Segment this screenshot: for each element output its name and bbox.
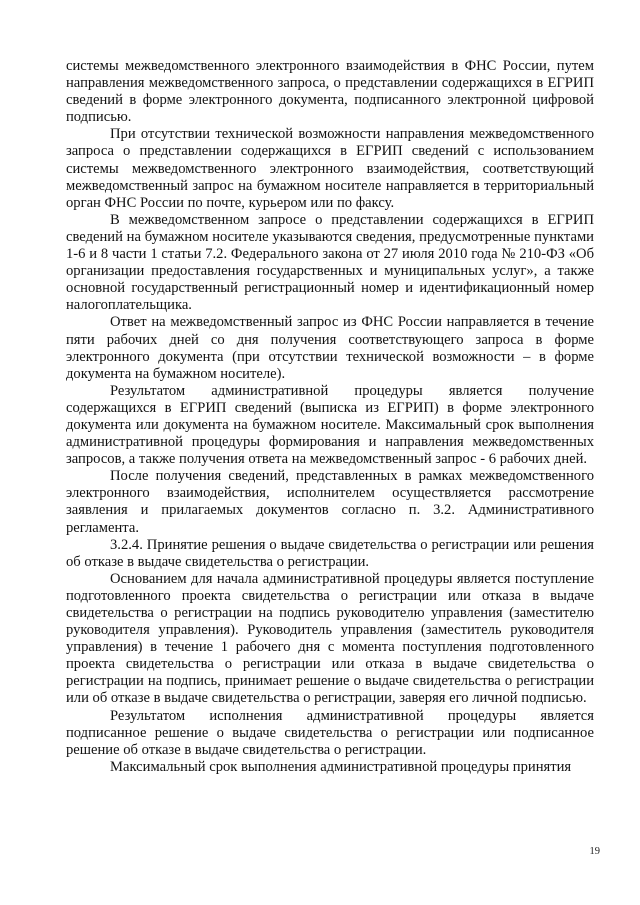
paragraph: Ответ на межведомственный запрос из ФНС России направляется в течение пяти рабочих дней со дня получения соответствующего запроса в форме электронного документа (при отсутствии технической возможности – в форме документа на бумажном носителе). [66,314,594,382]
paragraph: В межведомственном запросе о представлении содержащихся в ЕГРИП сведений на бумажном носителе указываются сведения, предусмотренные пунктами 1-6 и 8 части 1 статьи 7.2. Федерального закона от 27 июля 2010 года № 210-ФЗ «Об организации предоставления государственных и муниципальных услуг», а также основной государственный регистрационный номер и идентификационный номер налогоплательщика. [66,211,594,314]
document-body [66,58,594,776]
paragraph: Максимальный срок выполнения административной процедуры принятия [110,758,572,775]
paragraph: Результатом исполнения административной процедуры является подписанное решение о выдаче свидетельства о регистрации или подписанное решение об отказе в выдаче свидетельства о регистрации. [66,707,594,758]
paragraph: При отсутствии технической возможности направления межведомственного запроса о представлении содержащихся в ЕГРИП сведений с использованием системы межведомственного электронного взаимодействия, соответствующий межведомственный запрос на бумажном носителе направляется в территориальный орган ФНС России по почте, курьером или по факсу. [66,126,594,211]
paragraph: Основанием для начала административной процедуры является поступление подготовленного проекта свидетельства о регистрации или отказа в выдаче свидетельства о регистрации на подпись руководителю управления (заместителю руководителя управления). Руководитель управления (заместитель руководителя управления) в течение 1 рабочего дня с момента поступления подготовленного проекта свидетельства о регистрации или отказа в выдаче свидетельства о регистрации на подпись, принимает решение о выдаче свидетельства о регистрации или об отказе в выдаче свидетельства о регистрации, заверяя его личной подписью. [66,570,594,707]
page-number: 19 [589,846,600,857]
paragraph: После получения сведений, представленных в рамках межведомственного электронного взаимодействия, исполнителем осуществляется рассмотрение заявления и прилагаемых документов согласно п. 3.2. Административного регламента. [66,468,594,536]
paragraph: Результатом административной процедуры является получение содержащихся в ЕГРИП сведений (выписка из ЕГРИП) в форме электронного документа или документа на бумажном носителе. Максимальный срок выполнения административной процедуры формирования и направления межведомственных запросов, а также получения ответа на межведомственный запрос - 6 рабочих дней. [66,382,594,468]
section-heading-3-2-4: 3.2.4. Принятие решения о выдаче свидетельства о регистрации или решения об отказе в выдаче свидетельства о регистрации. [66,536,594,570]
paragraph: системы межведомственного электронного взаимодействия в ФНС России, путем направления межведомственного запроса, о представлении содержащихся в ЕГРИП сведений в форме электронного документа, подписанного электронной цифровой подписью. [66,58,594,126]
